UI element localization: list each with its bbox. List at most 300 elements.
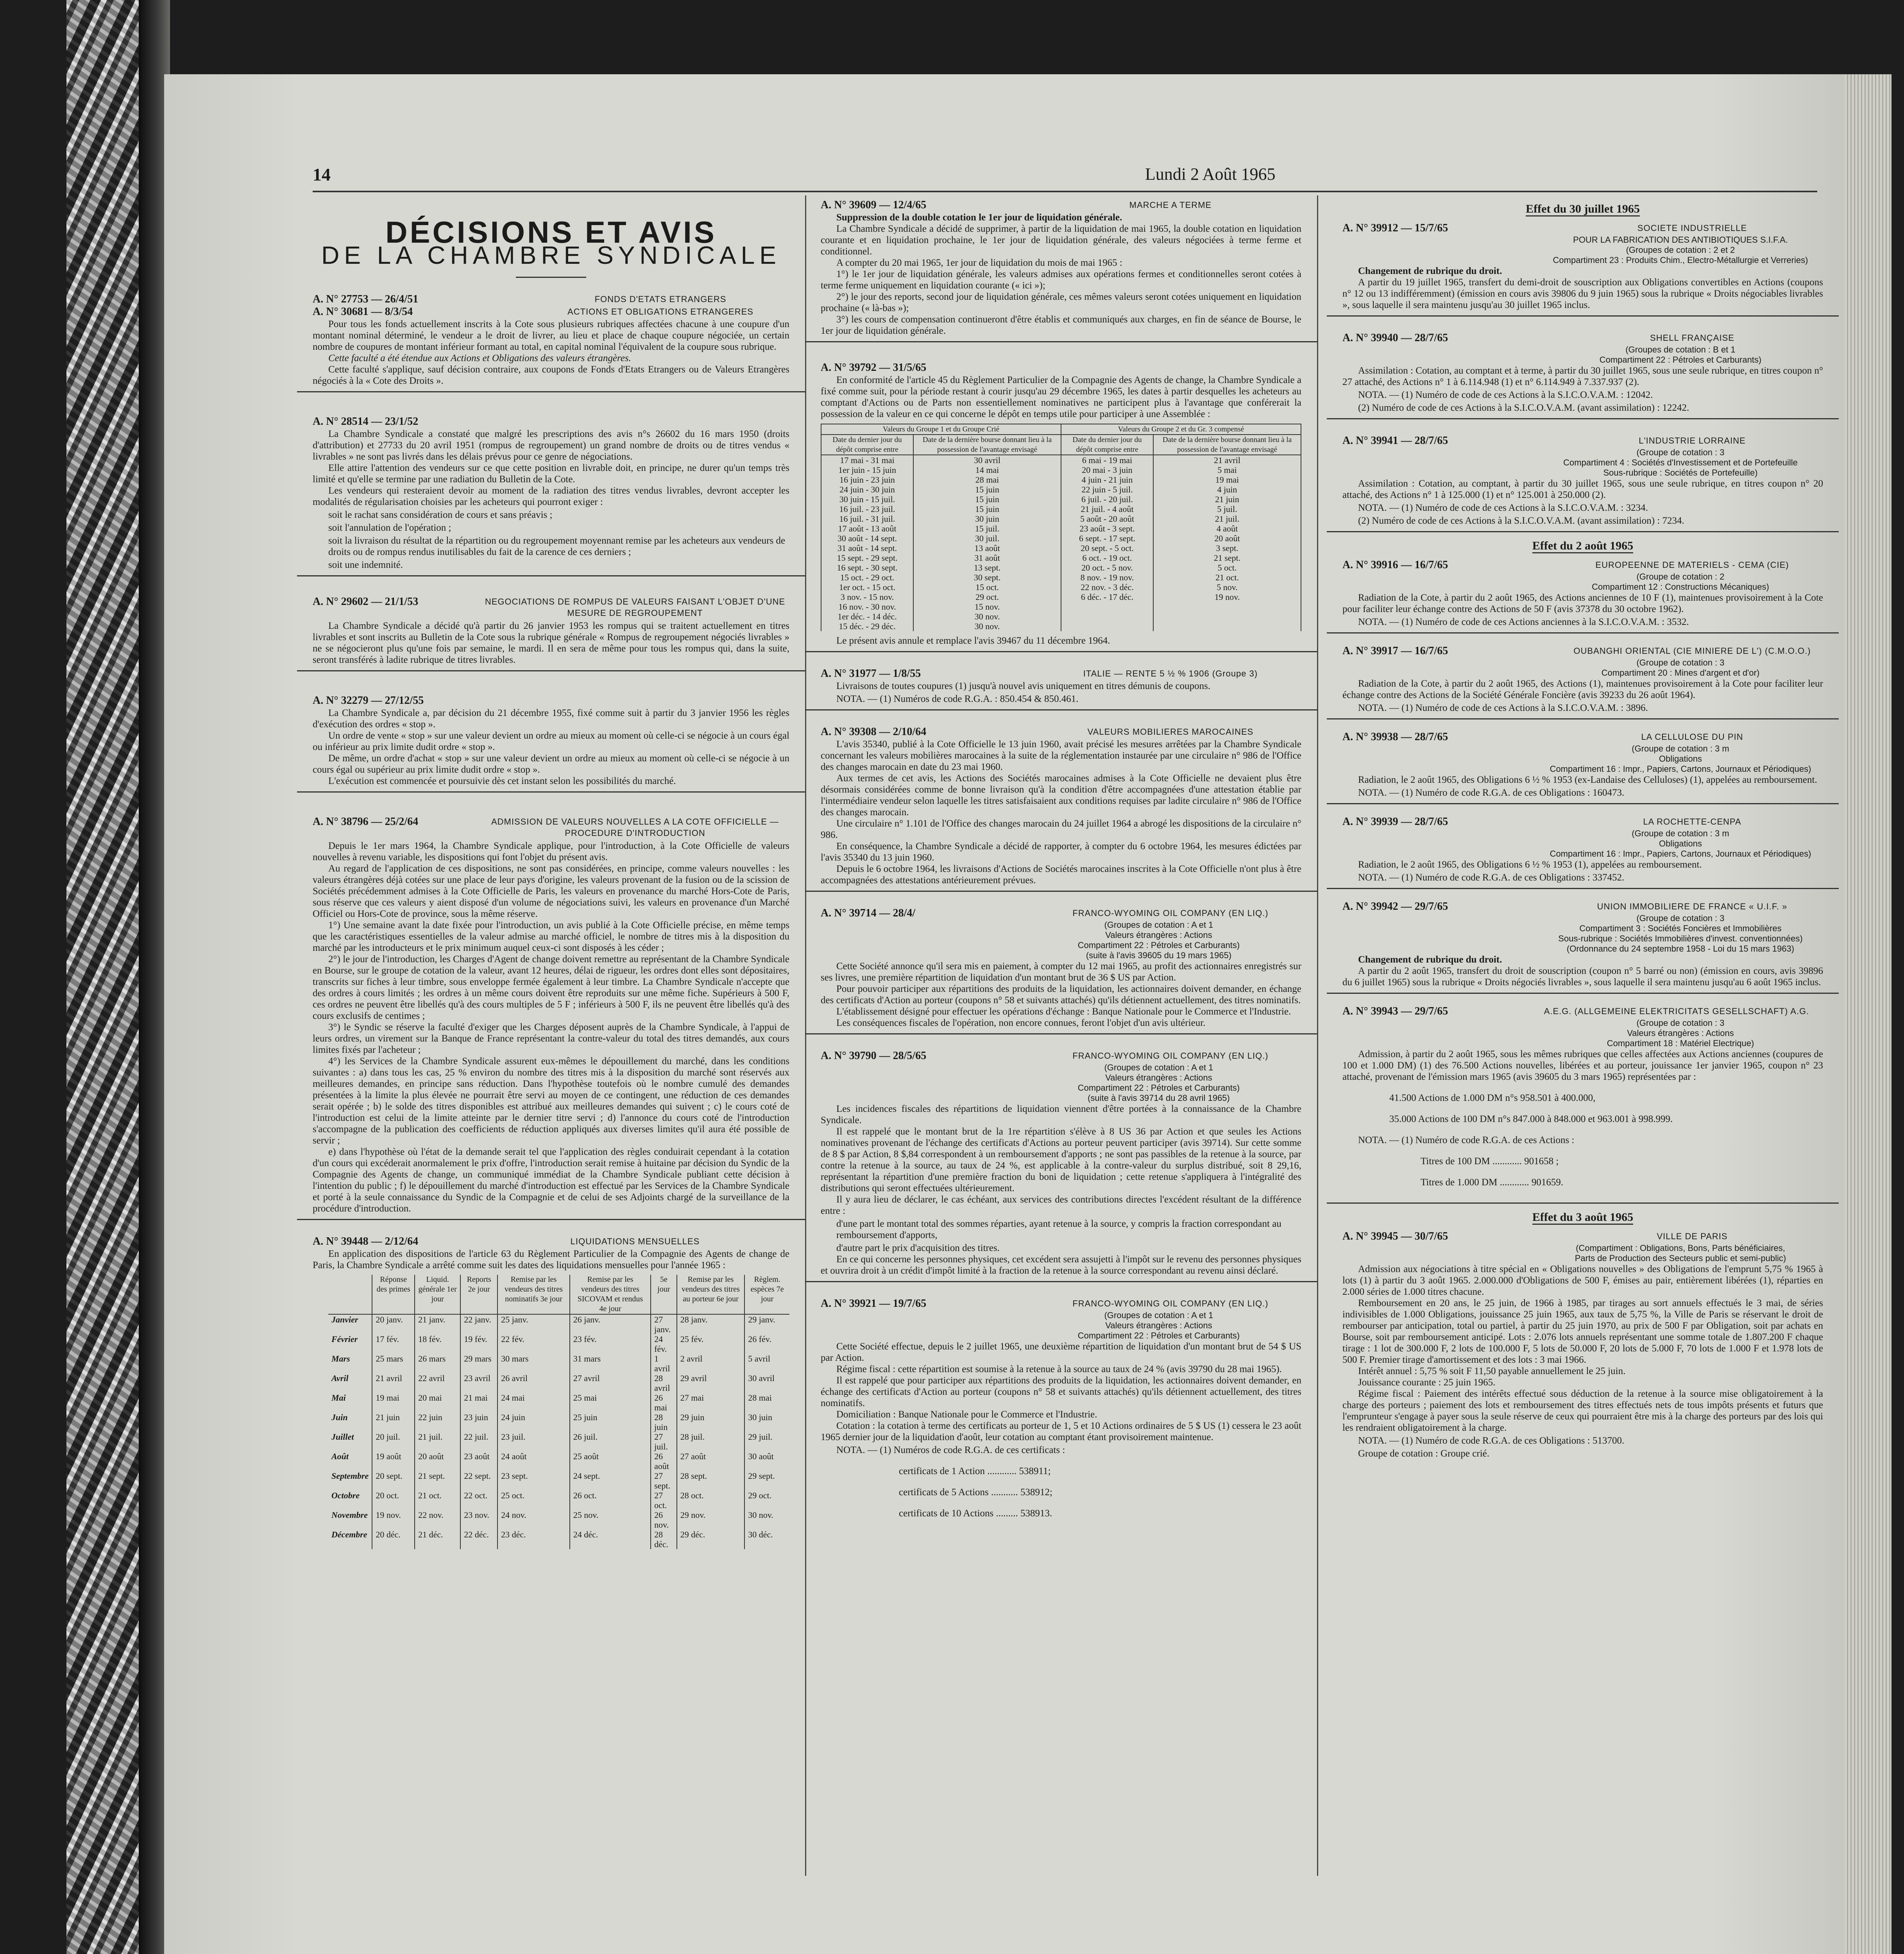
table-cell: 27 mai <box>677 1393 745 1412</box>
liq-col-header: Remise par les vendeurs des titres nominatifs 3e jour <box>497 1275 570 1314</box>
notice-subline: Obligations <box>1659 839 1702 848</box>
table-cell: 25 nov. <box>570 1510 651 1530</box>
notice-39609 <box>805 195 1317 342</box>
paragraph: La Chambre Syndicale a décidé qu'à partir du 26 janvier 1953 les rompus qui se traitent actuellement en titres livrables et sont inscrits au Bulletin de la Cote sous la rubrique générale « Rompus de regroupement négociés livrables » ne se négocieront plus qu'une fois par semaine, le mardi. Il en sera de même pour tous les rompus qui, dans la suite, seront transférés à ladite rubrique de titres livrables. <box>313 621 789 665</box>
table-row <box>821 494 1301 504</box>
notice-ref: A. N° 28514 — 23/1/52 <box>313 415 419 428</box>
table-cell: 5 juil. <box>1153 504 1301 514</box>
paragraph: Les vendeurs qui resteraient devoir au moment de la radiation des titres vendus livrables, devront accepter les modalités de régularisation choisies par les acheteurs qui pourront exiger : <box>313 485 789 507</box>
table-cell: 21 oct. <box>1153 573 1301 582</box>
paragraph: L'établissement désigné pour effectuer les opérations d'échange : Banque Nationale pour le Commerce et l'Industrie. <box>836 1006 1291 1017</box>
effect-date-heading <box>1327 532 1839 555</box>
paragraph: Aux termes de cet avis, les Actions des Sociétés marocaines admises à la Cote Officielle ne devaient plus être désormais considérées comme de bonne livraison qu'à la condition d'être accompagnées d'une attestation établie par l'intermédiaire vendeur selon laquelle les titres satisfaisaient aux conditions requises par ladite circulaire n° 986 de l'Office des changes marocain. <box>821 773 1301 818</box>
table-cell: 20 juil. <box>372 1432 415 1451</box>
notice-ref: A. N° 39714 — 28/4/ <box>821 907 916 919</box>
notice-subline: (Groupes de cotation : A et 1 <box>1104 920 1213 930</box>
paragraph: De même, un ordre d'achat « stop » sur une valeur devient un ordre au mieux au moment où celle-ci se négocie à un cours égal ou supérieur au prix limite dudit ordre « stop ». <box>313 753 789 775</box>
table-cell: 31 août - 14 sept. <box>821 543 913 553</box>
table-cell: 19 fév. <box>460 1334 497 1354</box>
table-cell: 23 nov. <box>460 1510 497 1530</box>
table-cell: 24 nov. <box>497 1510 570 1530</box>
paragraph: Livraisons de toutes coupures (1) jusqu'à nouvel avis uniquement en titres démunis de coupons. <box>836 681 1211 691</box>
notice-subject: SHELL FRANÇAISE <box>1650 333 1734 343</box>
table-cell: 22 nov. - 3 déc. <box>1061 582 1153 592</box>
notice-subline: (suite à l'avis 39714 du 28 avril 1965) <box>1088 1093 1230 1103</box>
table-cell: 29 avril <box>677 1373 745 1393</box>
table-cell: 24 déc. <box>570 1530 651 1549</box>
table-cell: 28 déc. <box>651 1530 677 1549</box>
paragraph: 2°) le jour de l'introduction, les Charges d'Agent de change doivent remettre au représentant de la Chambre Syndicale en Bourse, sur le groupe de cotation de la valeur, avant 12 heures, délai de rigueur, les ordres dont elles sont dépositaires, transcrits sur fiches à leur timbre, sous enveloppe fermée également à leur timbre. La Chambre Syndicale n'accepte que des ordres à cours limités ; les ordres à un même cours doivent être reproduits sur une même fiche. Supérieurs à 500 F, ces ordres ne peuvent être libellés qu'à des cours multiples de 5 F ; inférieurs à 500 F, ils ne peuvent être libellés qu'à des cours exclusifs de centimes ; <box>313 954 789 1021</box>
table-cell: 16 nov. - 30 nov. <box>821 602 913 612</box>
table-cell <box>1153 602 1301 612</box>
paragraph: Régime fiscal : cette répartition est soumise à la retenue à la source au taux de 24 % (avis 39790 du 28 mai 1965). <box>836 1364 1282 1374</box>
table-cell <box>1153 621 1301 631</box>
paragraph: Cette Société annonce qu'il sera mis en paiement, à compter du 12 mai 1965, au profit des actionnaires enregistrés sur ses livres, une première répartition de liquidation d'un montant brut de 36 $ US par Action. <box>821 961 1301 983</box>
table-row <box>328 1334 789 1354</box>
paragraph: 2°) le jour des reports, second jour de liquidation générale, ces mêmes valeurs seront cotées uniquement en liquidation prochaine (« là-bas »); <box>821 292 1301 313</box>
paragraph: La Chambre Syndicale a décidé de supprimer, à partir de la liquidation de mai 1965, la double cotation en liquidation courante et en liquidation prochaine, le 1er jour de liquidation générale, des valeurs négociées à terme ferme et conditionnel. <box>821 224 1301 257</box>
notice-subline: (Compartiment : Obligations, Bons, Parts bénéficiaires, <box>1576 1243 1785 1253</box>
notice-39940 <box>1327 317 1839 419</box>
paragraph: Cotation : la cotation à terme des certificats au porteur de 1, 5 et 10 Actions ordinaires de 5 $ US (1) cessera le 23 août 1965 dernier jour de la liquidation d'août, leur cotation au comptant étant provisoirement maintenue. <box>821 1421 1301 1442</box>
notice-39448 <box>297 1220 805 1558</box>
nota: NOTA. — (1) Numéro de code de ces Actions à la S.I.C.O.V.A.M. : 12042. <box>1358 390 1653 400</box>
paragraph: Radiation de la Cote, à partir du 2 août 1965, des Actions (1), maintenues provisoirement à la Cote pour faciliter leur échange contre des Actions de la Société Générale Foncière (avis 39233 du 26 août 1964). <box>1342 678 1823 700</box>
group1-header: Valeurs du Groupe 1 et du Groupe Crié <box>821 424 1061 435</box>
notice-subject: LIQUIDATIONS MENSUELLES <box>570 1236 700 1246</box>
notice-31977 <box>805 652 1317 710</box>
liq-col-header: Remise par les vendeurs des titres SICOVAM et rendus 4e jour <box>570 1275 651 1314</box>
table-cell: 26 juil. <box>570 1432 651 1451</box>
notice-ref: A. N° 39609 — 12/4/65 <box>821 199 927 211</box>
table-cell: 21 déc. <box>415 1530 460 1549</box>
table-cell: 21 avril <box>1153 455 1301 465</box>
table-cell: 23 fév. <box>570 1334 651 1354</box>
table-cell: 27 oct. <box>651 1491 677 1510</box>
nota: NOTA. — (1) Numéro de code R.G.A. de ces Obligations : 513700. <box>1358 1435 1625 1446</box>
table-cell: 29 nov. <box>677 1510 745 1530</box>
table-cell: 19 août <box>372 1451 415 1471</box>
paragraph: Les conséquences fiscales de l'opération, non encore connues, feront l'objet d'un avis ultérieur. <box>836 1018 1206 1028</box>
table-cell: 6 juil. - 20 juil. <box>1061 494 1153 504</box>
table-cell: 30 juin <box>913 514 1061 524</box>
paragraph: A partir du 2 août 1965, transfert du droit de souscription (coupon n° 5 barré ou non) (émission en cours, avis 39896 du 6 juillet 1965) sous la rubrique « Droits négociés livrables », sous laquelle il sera maintenu jusqu'au 6 août 1965 inclus. <box>1342 966 1823 988</box>
paragraph: d'une part le montant total des sommes réparties, ayant retenue à la source, y compris la fraction correspondant au remboursement d'apports, <box>836 1219 1281 1240</box>
table-cell: 25 fév. <box>677 1334 745 1354</box>
effect-date-heading <box>1327 1204 1839 1227</box>
list-item: 35.000 Actions de 100 DM n°s 847.000 à 848.000 et 963.001 à 998.999. <box>1389 1114 1673 1124</box>
nota: NOTA. — (1) Numéro de code de ces Actions à la S.I.C.O.V.A.M. : 3896. <box>1358 703 1648 713</box>
month-label: Décembre <box>331 1530 367 1539</box>
page-header <box>313 164 1817 188</box>
month-label: Avril <box>331 1373 349 1383</box>
paragraph: Domiciliation : Banque Nationale pour le Commerce et l'Industrie. <box>836 1409 1097 1420</box>
effect-date: Effet du 3 août 1965 <box>1532 1211 1633 1225</box>
table-cell: 28 avril <box>651 1373 677 1393</box>
effect-date-heading <box>1327 195 1839 218</box>
table-cell: 1er déc. - 14 déc. <box>821 612 913 621</box>
notice-subline: (Groupe de cotation : 3 <box>1636 1018 1725 1028</box>
month-label: Janvier <box>331 1315 358 1324</box>
table-cell: 28 juin <box>651 1412 677 1432</box>
paragraph: Cette faculté a été étendue aux Actions et Obligations des valeurs étrangères. <box>328 353 631 363</box>
table-cell: 21 juil. <box>1153 514 1301 524</box>
table-row <box>821 563 1301 573</box>
table-cell: 23 déc. <box>497 1530 570 1549</box>
table-cell: 16 juin - 23 juin <box>821 475 913 485</box>
table-cell: 26 janv. <box>570 1314 651 1334</box>
notice-ref: A. N° 39921 — 19/7/65 <box>821 1297 927 1310</box>
paragraph: Elle attire l'attention des vendeurs sur ce que cette position en livrable doit, en principe, ne durer qu'un temps très limité et qu'elle se termine par une radiation du Bulletin de la Cote. <box>313 463 789 485</box>
notice-subline: Compartiment 3 : Sociétés Foncières et Immobilières <box>1579 923 1782 933</box>
notice-ref: A. N° 30681 — 8/3/54 <box>313 306 413 318</box>
table-cell: 3 sept. <box>1153 543 1301 553</box>
code-line: Titres de 1.000 DM ............ 901659. <box>1421 1177 1564 1188</box>
table-row <box>821 612 1301 621</box>
notice-subject: L'INDUSTRIE LORRAINE <box>1639 436 1746 446</box>
table-cell: 23 sept. <box>497 1471 570 1491</box>
table-row <box>821 514 1301 524</box>
notice-29602 <box>297 576 805 671</box>
code-line: certificats de 10 Actions ......... 538913. <box>899 1508 1052 1519</box>
nota: NOTA. — (1) Numéro de code de ces Actions à la S.I.C.O.V.A.M. : 3234. <box>1358 503 1648 513</box>
table-cell: 20 mai <box>415 1393 460 1412</box>
table-cell: 27 août <box>677 1451 745 1471</box>
notice-subline: Valeurs étrangères : Actions <box>1105 1321 1212 1330</box>
table-cell: 20 sept. <box>372 1471 415 1491</box>
nota: NOTA. — (1) Numéros de code R.G.A. : 850.454 & 850.461. <box>836 694 1079 704</box>
notice-39942 <box>1327 889 1839 994</box>
paragraph: Admission aux négociations à titre spécial en « Obligations nouvelles » des Obligations de l'emprunt 5,75 % 1965 à lots (1) à partir du 3 août 1965. 2.000.000 d'Obligations de 500 F, émises au pair, entièrement libérées (1), réparties en 2.000 séries de 1.000 titres chacune. <box>1342 1264 1823 1297</box>
table-cell: 21 juil. <box>415 1432 460 1451</box>
notice-ref: A. N° 38796 — 25/2/64 <box>313 816 419 828</box>
table-cell: 29 oct. <box>744 1491 789 1510</box>
list-item: soit le rachat sans considération de cours et sans préavis ; <box>328 510 553 520</box>
paragraph: 1°) le 1er jour de liquidation générale, les valeurs admises aux opérations fermes et conditionnelles seront cotées à terme ferme uniquement en liquidation courante (« ici »); <box>821 269 1301 291</box>
table-cell: 19 nov. <box>372 1510 415 1530</box>
paragraph: La Chambre Syndicale a constaté que malgré les prescriptions des avis n°s 26602 du 16 mars 1950 (droits d'attribution) et 27733 du 20 avril 1951 (rompus de regroupement) un grand nombre de droits ou de titres vendus « livrables » ne sont pas livrés dans les délais prévus pour ce genre de négociations. <box>313 429 789 462</box>
liq-col-header: Reports 2e jour <box>460 1275 497 1314</box>
group2-header: Valeurs du Groupe 2 et du Gr. 3 compensé <box>1061 424 1301 435</box>
table-cell: 29 mars <box>460 1354 497 1373</box>
table-row <box>821 621 1301 631</box>
table-cell: 21 sept. <box>1153 553 1301 563</box>
notice-title: Suppression de la double cotation le 1er jour de liquidation générale. <box>836 212 1122 223</box>
paragraph: Un ordre de vente « stop » sur une valeur devient un ordre au mieux au moment où celle-ci se négocie à un cours égal ou inférieur au prix limite dudit ordre « stop ». <box>313 730 789 752</box>
table-cell: 25 mars <box>372 1354 415 1373</box>
paragraph: Intérêt annuel : 5,75 % soit F 11,50 payable annuellement le 25 juin. <box>1358 1366 1626 1376</box>
table-cell: 30 juin - 15 juil. <box>821 494 913 504</box>
table-cell: 25 oct. <box>497 1491 570 1510</box>
table-cell: 30 avril <box>744 1373 789 1393</box>
notice-ref: A. N° 39308 — 2/10/64 <box>821 726 927 738</box>
table-cell: 14 mai <box>913 465 1061 475</box>
table-cell: 22 juin - 5 juil. <box>1061 485 1153 494</box>
table-cell: 2 avril <box>677 1354 745 1373</box>
list-item: soit l'annulation de l'opération ; <box>328 522 451 533</box>
paragraph: Cette Société effectue, depuis le 2 juillet 1965, une deuxième répartition de liquidation d'un montant brut de 54 $ US par Action. <box>821 1341 1301 1363</box>
notice-subline: (Groupe de cotation : 3 m <box>1632 744 1729 753</box>
paragraph: En conséquence, la Chambre Syndicale a décidé de rapporter, à compter du 6 octobre 1964, les mesures édictées par l'avis 35340 du 13 juin 1960. <box>821 841 1301 863</box>
table-row <box>328 1530 789 1549</box>
notice-subject: FRANCO-WYOMING OIL COMPANY (EN LIQ.) <box>1072 908 1269 918</box>
effect-date: Effet du 2 août 1965 <box>1532 539 1633 553</box>
page-edges <box>1845 74 1891 1954</box>
paragraph: Remboursement en 20 ans, le 25 juin, de 1966 à 1985, par tirages au sort annuels effectués le 3 mai, de séries indivisibles de 1.000 Obligations, jouissance 25 juin 1965, aux taux de 5,75 %, la Ville de Paris se réservant le droit de rembourser par anticipation, total ou partiel, à partir du 25 juin 1970, au prix de 500 F par Obligation, soit par achats en Bourse, soit par remboursement anticipé. Lots : 2.076 lots annuels représentant une somme totale de 1.807.200 F chaque tirage : 1 lot de 300.000 F, 2 lots de 100.000 F, 5 lots de 50.000 F, 20 lots de 5.000 F, 70 lots de 1.000 F et 1.978 lots de 500 F. Premier tirage d'amortissement et des lots : 3 mai 1966. <box>1342 1298 1823 1365</box>
notice-ref: A. N° 39938 — 28/7/65 <box>1342 731 1448 743</box>
table-cell: 29 oct. <box>913 592 1061 602</box>
table-cell: 30 avril <box>913 455 1061 465</box>
liq-col-header: Règlem. espèces 7e jour <box>744 1275 789 1314</box>
month-label: Juin <box>331 1412 348 1422</box>
table-row <box>821 592 1301 602</box>
month-label: Juillet <box>331 1432 354 1442</box>
notice-subline: (Groupes de cotation : B et 1 <box>1625 345 1736 354</box>
paragraph: A compter du 20 mai 1965, 1er jour de liquidation du mois de mai 1965 : <box>836 258 1122 268</box>
table-cell: 29 janv. <box>744 1314 789 1334</box>
table-cell: 13 sept. <box>913 563 1061 573</box>
page-title: DÉCISIONS ET AVIS <box>385 215 717 249</box>
table-row <box>328 1373 789 1393</box>
table-cell: 16 sept. - 30 sept. <box>821 563 913 573</box>
table-cell: 5 oct. <box>1153 563 1301 573</box>
masthead <box>297 195 805 278</box>
table-cell <box>1061 602 1153 612</box>
table-cell: 25 mai <box>570 1393 651 1412</box>
notice-subject: OUBANGHI ORIENTAL (CIE MINIERE DE L') (C.M.O.O.) <box>1573 646 1811 656</box>
paragraph: En application des dispositions de l'article 63 du Règlement Particulier de la Compagnie des Agents de change de Paris, la Chambre Syndicale a arrêté comme suit les dates des liquidations mensuelles pour l'année 1965 : <box>313 1249 789 1270</box>
table-cell: 4 juin <box>1153 485 1301 494</box>
notice-ref: A. N° 39917 — 16/7/65 <box>1342 645 1448 657</box>
notice-subject: FRANCO-WYOMING OIL COMPANY (EN LIQ.) <box>1072 1051 1269 1061</box>
table-cell: 26 nov. <box>651 1510 677 1530</box>
notice-39941 <box>1327 419 1839 532</box>
liq-col-header: Liquid. générale 1er jour <box>415 1275 460 1314</box>
table-cell: 15 juin <box>913 485 1061 494</box>
table-row <box>328 1451 789 1471</box>
paragraph: L'avis 35340, publié à la Cote Officielle le 13 juin 1960, avait précisé les mesures arrêtées par la Chambre Syndicale concernant les valeurs mobilières marocaines à la suite de la réglementation instaurée par une circulaire n° 986 de l'Office des changes marocain en date du 23 mai 1960. <box>821 739 1301 772</box>
table-cell: 15 juil. <box>913 524 1061 533</box>
month-label: Mai <box>331 1393 346 1403</box>
table-cell: 21 juin <box>372 1412 415 1432</box>
notice-subline: Sous-rubrique : Sociétés de Portefeuille) <box>1603 468 1758 478</box>
table-cell: 25 août <box>570 1451 651 1471</box>
notice-subline: (Groupes de cotation : A et 1 <box>1104 1063 1213 1072</box>
table-cell <box>1061 621 1153 631</box>
notice-subline: Compartiment 20 : Mines d'argent et d'or) <box>1601 668 1760 678</box>
table-cell: 26 oct. <box>570 1491 651 1510</box>
table-cell: 23 août - 3 sept. <box>1061 524 1153 533</box>
table-cell: 20 oct. - 5 nov. <box>1061 563 1153 573</box>
paragraph: Jouissance courante : 25 juin 1965. <box>1358 1377 1496 1388</box>
table-row <box>821 533 1301 543</box>
nota: NOTA. — (1) Numéro de code de ces Actions anciennes à la S.I.C.O.V.A.M. : 3532. <box>1358 617 1689 627</box>
table-cell: 23 juin <box>460 1412 497 1432</box>
notice-subline: Compartiment 12 : Constructions Mécaniques) <box>1592 582 1769 592</box>
notice-subline: (Groupes de cotation : 2 et 2 <box>1626 245 1735 255</box>
paragraph: Cette faculté s'applique, sauf décision contraire, aux coupons de Fonds d'Etats Etrangers ou de Valeurs Etrangères négociés à la « Cote des Droits ». <box>313 364 789 386</box>
column-2 <box>805 195 1318 1876</box>
table-cell: 3 nov. - 15 nov. <box>821 592 913 602</box>
notice-ref: A. N° 39941 — 28/7/65 <box>1342 435 1448 447</box>
table-cell: 24 août <box>497 1451 570 1471</box>
notice-subline: Compartiment 16 : Impr., Papiers, Cartons, Journaux et Périodiques) <box>1550 849 1811 859</box>
table-cell: 20 déc. <box>372 1530 415 1549</box>
table-cell: 24 sept. <box>570 1471 651 1491</box>
table-cell: 21 janv. <box>415 1314 460 1334</box>
notice-subline: Valeurs étrangères : Actions <box>1105 1073 1212 1083</box>
notice-subject: FONDS D'ETATS ETRANGERS <box>594 294 727 304</box>
table-cell: 28 mai <box>744 1393 789 1412</box>
paragraph: 3°) les cours de compensation continueront d'être établis et communiqués aux charges, en fin de séance de Bourse, le 1er jour de liquidation générale. <box>821 314 1301 336</box>
paragraph: Il y aura lieu de déclarer, le cas échéant, aux services des contributions directes l'excédent résultant de la différence entre : <box>821 1194 1301 1216</box>
notice-subject: A.E.G. (ALLGEMEINE ELEKTRICITATS GESELLSCHAFT) A.G. <box>1544 1006 1809 1016</box>
notice-ref: A. N° 39945 — 30/7/65 <box>1342 1230 1448 1242</box>
table-cell: 22 sept. <box>460 1471 497 1491</box>
table-cell: 24 mai <box>497 1393 570 1412</box>
table-cell: 19 mai <box>1153 475 1301 485</box>
table-cell: 6 mai - 19 mai <box>1061 455 1153 465</box>
notice-39308 <box>805 710 1317 892</box>
col-date-header: Date du dernier jour du dépôt comprise entre <box>821 435 913 455</box>
notice-39912 <box>1327 218 1839 317</box>
table-row <box>328 1471 789 1491</box>
notice-39921 <box>805 1282 1317 1533</box>
table-cell: 19 nov. <box>1153 592 1301 602</box>
table-cell: 28 janv. <box>677 1314 745 1334</box>
notice-subject: UNION IMMOBILIERE DE FRANCE « U.I.F. » <box>1597 902 1788 911</box>
table-cell: 30 nov. <box>913 621 1061 631</box>
notice-subline: Parts de Production des Secteurs public et semi-public) <box>1575 1253 1786 1263</box>
table-cell: 6 oct. - 19 oct. <box>1061 553 1153 563</box>
table-cell: 17 août - 13 août <box>821 524 913 533</box>
notice-title: Changement de rubrique du droit. <box>1358 954 1502 965</box>
table-cell: 30 juin <box>744 1412 789 1432</box>
table-cell: 1 avril <box>651 1354 677 1373</box>
table-cell: 8 nov. - 19 nov. <box>1061 573 1153 582</box>
table-cell: 21 sept. <box>415 1471 460 1491</box>
month-label: Novembre <box>331 1510 368 1520</box>
liq-col-header: Remise par les vendeurs des titres au porteur 6e jour <box>677 1275 745 1314</box>
table-cell: 23 juil. <box>497 1432 570 1451</box>
table-cell: 23 avril <box>460 1373 497 1393</box>
table-cell: 31 mars <box>570 1354 651 1373</box>
notice-subline: (Ordonnance du 24 septembre 1958 - Loi du 15 mars 1963) <box>1566 944 1795 954</box>
notice-39939 <box>1327 804 1839 889</box>
table-cell: 15 nov. <box>913 602 1061 612</box>
notice-subject: EUROPEENNE DE MATERIELS - CEMA (CIE) <box>1595 560 1789 570</box>
notice-subline: Valeurs étrangères : Actions <box>1627 1028 1734 1038</box>
column-3 <box>1317 195 1839 1876</box>
notice-ref: A. N° 27753 — 26/4/51 <box>313 293 419 305</box>
table-cell: 4 juin - 21 juin <box>1061 475 1153 485</box>
column-1 <box>297 195 806 1876</box>
table-cell: 15 juin <box>913 494 1061 504</box>
table-cell: 5 avril <box>744 1354 789 1373</box>
table-cell: 24 juin - 30 juin <box>821 485 913 494</box>
code-line: Titres de 100 DM ............ 901658 ; <box>1421 1156 1559 1167</box>
table-cell: 6 sept. - 17 sept. <box>1061 533 1153 543</box>
table-row <box>821 485 1301 494</box>
page-number: 14 <box>313 165 331 184</box>
table-cell: 22 nov. <box>415 1510 460 1530</box>
table-cell: 30 août - 14 sept. <box>821 533 913 543</box>
paragraph: Admission, à partir du 2 août 1965, sous les mêmes rubriques que celles affectées aux Actions anciennes (coupures de 100 et 1.000 DM) (1) des 76.500 Actions nouvelles, libérées et au porteur, jouissance 1er janvier 1965, coupon n° 23 attaché, provenant de l'émission mars 1965 (avis 39605 du 3 mars 1965) représentées par : <box>1342 1049 1823 1082</box>
table-cell: 28 juil. <box>677 1432 745 1451</box>
paragraph: A partir du 19 juillet 1965, transfert du demi-droit de souscription aux Obligations convertibles en Actions (coupons n° 12 ou 13 indifféremment) (émission en cours avis 39806 du 9 juin 1965) sous la rubrique « Droits négociables livrables », sous laquelle il sera maintenu jusqu'au 30 juillet 1965 inclus. <box>1342 277 1823 310</box>
table-cell: 28 mai <box>913 475 1061 485</box>
notice-ref: A. N° 39790 — 28/5/65 <box>821 1050 927 1062</box>
notice-subline: Compartiment 23 : Produits Chim., Electro-Métallurgie et Verreries) <box>1553 255 1808 265</box>
table-cell: 21 oct. <box>415 1491 460 1510</box>
paragraph: En ce qui concerne les personnes physiques, cet excédent sera assujetti à l'impôt sur le revenu des personnes physiques et ouvrira droit à un crédit d'impôt limité à la fraction de la retenue à la source correspondant au revenu ainsi déclaré. <box>821 1254 1301 1276</box>
table-cell: 22 avril <box>415 1373 460 1393</box>
table-cell: 22 juin <box>415 1412 460 1432</box>
notice-ref: A. N° 39943 — 29/7/65 <box>1342 1005 1448 1017</box>
notice-39714 <box>805 892 1317 1034</box>
table-cell: 20 oct. <box>372 1491 415 1510</box>
table-cell: 30 juil. <box>913 533 1061 543</box>
table-cell: 5 mai <box>1153 465 1301 475</box>
notice-subline: Compartiment 18 : Matériel Electrique) <box>1607 1038 1754 1048</box>
notice-39943 <box>1327 994 1839 1204</box>
table-cell: 20 mai - 3 juin <box>1061 465 1153 475</box>
paragraph: Régime fiscal : Paiement des intérêts effectué sous déduction de la retenue à la source mise obligatoirement à la charge des porteurs ; paiement des lots et remboursement des titres effectués nets de tous impôts présents et futurs que l'emprunteur s'engage à payer sous la seule réserve de ceux qui pourraient être mis à la charge des porteurs par des lois qui les rendraient obligatoirement à la charge. <box>1342 1389 1823 1433</box>
table-cell: 19 mai <box>372 1393 415 1412</box>
month-label: Mars <box>331 1354 350 1364</box>
notice-subline: (Groupe de cotation : 2 <box>1636 572 1725 582</box>
page-date: Lundi 2 Août 1965 <box>1145 165 1276 184</box>
table-corner <box>328 1275 372 1314</box>
table-cell: 28 oct. <box>677 1491 745 1510</box>
table-row <box>328 1314 789 1334</box>
table-cell: 20 janv. <box>372 1314 415 1334</box>
list-item: soit une indemnité. <box>328 560 403 570</box>
table-row <box>821 553 1301 563</box>
paragraph: Le présent avis annule et remplace l'avis 39467 du 11 décembre 1964. <box>836 635 1110 646</box>
table-cell <box>1061 612 1153 621</box>
notice-subline: (Groupe de cotation : 3 m <box>1632 828 1729 838</box>
paragraph: La Chambre Syndicale a, par décision du 21 décembre 1955, fixé comme suit à partir du 3 janvier 1956 les règles d'exécution des ordres « stop ». <box>313 708 789 730</box>
notice-subject: NEGOCIATIONS DE ROMPUS DE VALEURS FAISANT L'OBJET D'UNE MESURE DE REGROUPEMENT <box>485 597 786 618</box>
notice-subline: Compartiment 22 : Pétroles et Carburants) <box>1077 1331 1240 1340</box>
table-cell: 23 août <box>460 1451 497 1471</box>
list-item: 41.500 Actions de 1.000 DM n°s 958.501 à 400.000, <box>1389 1093 1596 1103</box>
month-label: Septembre <box>331 1471 369 1481</box>
notice-subject: ADMISSION DE VALEURS NOUVELLES A LA COTE OFFICIELLE — PROCEDURE D'INTRODUCTION <box>491 817 779 838</box>
table-cell: 21 mai <box>460 1393 497 1412</box>
notice-subline: Compartiment 22 : Pétroles et Carburants) <box>1077 1083 1240 1093</box>
notice-subline: Compartiment 22 : Pétroles et Carburants) <box>1599 355 1762 365</box>
paragraph: Assimilation : Cotation, au comptant, à partir du 30 juillet 1965, sous une seule rubrique, en titres coupon n° 20 attaché, des Actions n° 1 à 125.000 (1) et n° 125.001 à 250.000 (2). <box>1342 478 1823 500</box>
table-cell: 26 mai <box>651 1393 677 1412</box>
table-row <box>328 1491 789 1510</box>
table-row <box>821 475 1301 485</box>
table-cell: 20 sept. - 5 oct. <box>1061 543 1153 553</box>
table-cell: 6 déc. - 17 déc. <box>1061 592 1153 602</box>
notice-subject: ACTIONS ET OBLIGATIONS ETRANGERES <box>567 307 753 317</box>
table-cell: 25 juin <box>570 1412 651 1432</box>
table-cell: 30 nov. <box>913 612 1061 621</box>
notice-subject: LA CELLULOSE DU PIN <box>1641 732 1743 742</box>
notice-subline: Compartiment 16 : Impr., Papiers, Cartons, Journaux et Périodiques) <box>1550 764 1811 774</box>
nota: Groupe de cotation : Groupe crié. <box>1358 1448 1489 1459</box>
table-cell: 31 août <box>913 553 1061 563</box>
table-row <box>328 1354 789 1373</box>
notice-subline: (Groupe de cotation : 3 <box>1636 447 1725 457</box>
table-row <box>821 582 1301 592</box>
paragraph: Assimilation : Cotation, au comptant et à terme, à partir du 30 juillet 1965, sous une seule rubrique, en titres coupon n° 27 attaché, des Actions n° 1 à 6.114.948 (1) et n° 6.114.949 à 7.337.937 (2). <box>1342 365 1823 387</box>
